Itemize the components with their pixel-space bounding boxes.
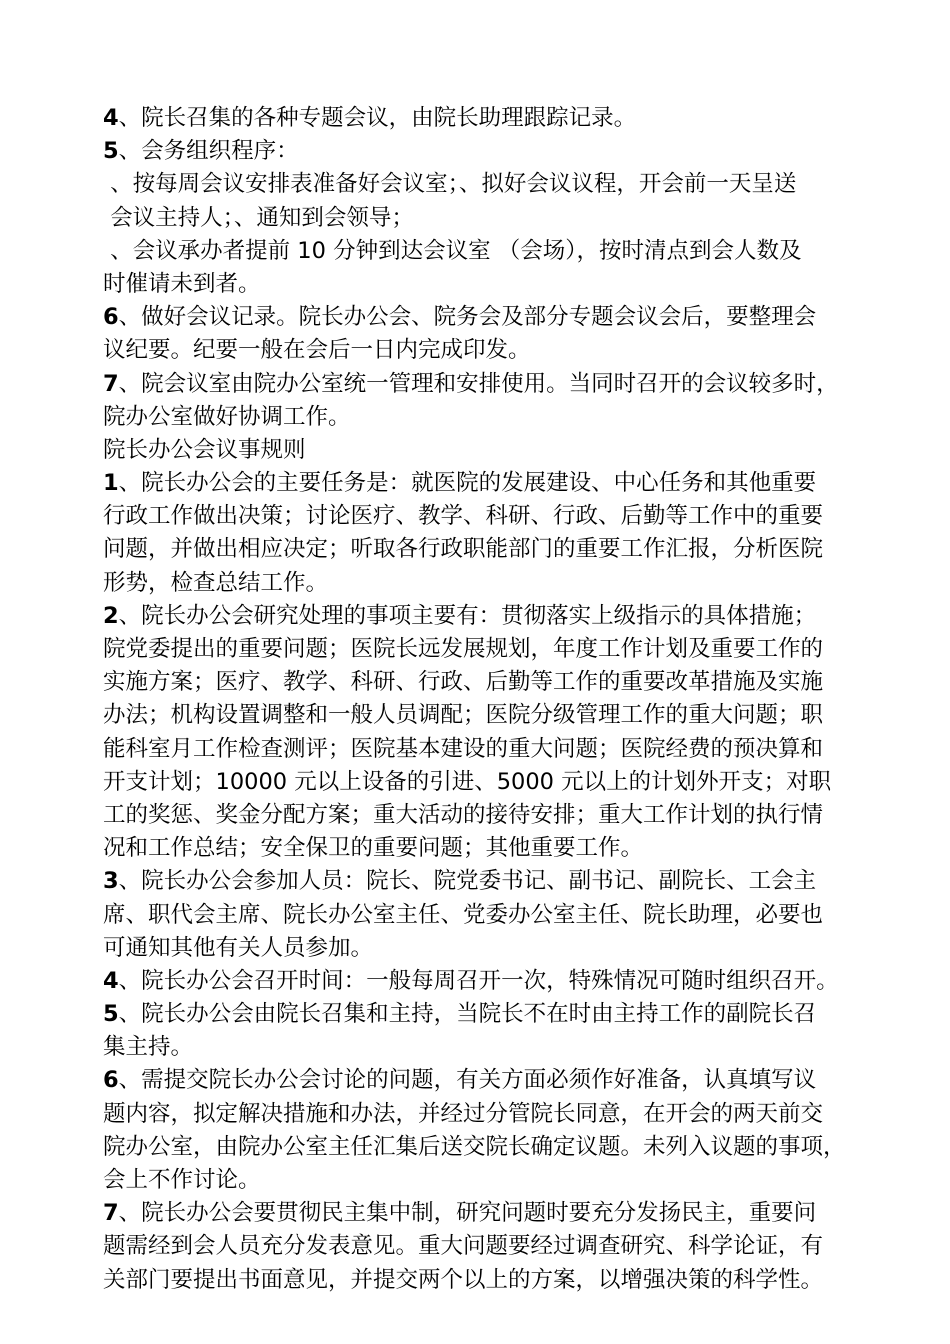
text-line [103,1031,863,1064]
item-number: 5 [103,138,119,165]
text-line [103,334,863,367]
text-line [103,733,863,766]
text-line [103,202,863,235]
item-number: 7 [103,370,119,397]
line-text: 题内容，拟定解决措施和办法，并经过分管院长同意，在开会的两天前交 [103,1100,824,1127]
line-text: 、会议承办者提前 10 分钟到达会议室 （会场），按时清点到会人数及 [103,237,802,264]
line-text: 议纪要。纪要一般在会后一日内完成印发。 [103,337,531,364]
text-line [103,1264,863,1297]
line-text: 、院长办公会参加人员：院长、院党委书记、副书记、副院长、工会主 [118,868,817,895]
text-line [103,699,863,732]
text-line [103,467,863,500]
text-line [103,168,863,201]
line-text: 会上不作讨论。 [103,1167,261,1193]
text-line [103,135,863,168]
text-line [103,832,863,865]
text-line [103,533,863,566]
item-number: 3 [103,868,119,895]
line-text: 时催请未到者。 [103,270,261,297]
text-line [103,401,863,434]
item-number: 4 [103,105,119,131]
item-number: 6 [103,1067,119,1094]
line-text: 集主持。 [103,1034,194,1061]
line-text: 院办公室做好协调工作。 [103,403,351,430]
line-text: 、按每周会议安排表准备好会议室；、拟好会议议程，开会前一天呈送 [103,171,797,198]
text-line [103,500,863,533]
item-number: 4 [103,967,119,994]
line-text: 院长办公会议事规则 [103,436,306,463]
text-line [103,799,863,832]
item-number: 5 [103,1001,119,1028]
line-text: 况和工作总结；安全保卫的重要问题；其他重要工作。 [103,835,644,862]
text-line [103,633,863,666]
line-text: 形势，检查总结工作。 [103,569,329,596]
document-page [103,102,863,1297]
text-line [103,1230,863,1263]
line-text: 院办公室，由院办公室主任汇集后送交院长确定议题。未列入议题的事项， [103,1133,846,1160]
line-text: 、做好会议记录。院长办公会、院务会及部分专题会议会后，要整理会 [118,304,817,331]
line-text: 、院长办公会研究处理的事项主要有：贯彻落实上级指示的具体措施； [118,602,817,629]
text-line [103,666,863,699]
text-line [103,865,863,898]
text-line [103,368,863,401]
line-text: 、院长召集的各种专题会议，由院长助理跟踪记录。 [118,105,637,131]
text-line [103,899,863,932]
text-line [103,1197,863,1230]
text-line [103,998,863,1031]
item-number: 7 [103,1200,119,1227]
text-line [103,965,863,998]
line-text: 可通知其他有关人员参加。 [103,934,374,961]
line-text: 开支计划；10000 元以上设备的引进、5000 元以上的计划外开支；对职 [103,768,832,795]
line-text: 院党委提出的重要问题；医院长远发展规划，年度工作计划及重要工作的 [103,636,824,662]
text-line [103,932,863,965]
text-line [103,766,863,799]
line-text: 行政工作做出决策；讨论医疗、教学、科研、行政、后勤等工作中的重要 [103,503,824,530]
text-line [103,567,863,600]
line-text: 、院长办公会召开时间：一般每周召开一次，特殊情况可随时组织召开。 [118,967,839,994]
line-text: 、院长办公会要贯彻民主集中制，研究问题时要充分发扬民主，重要问 [118,1200,817,1227]
item-number: 2 [103,602,119,629]
line-text: 、需提交院长办公会讨论的问题，有关方面必须作好准备，认真填写议 [118,1067,817,1094]
text-line [103,1064,863,1097]
line-text: 、院长办公会的主要任务是：就医院的发展建设、中心任务和其他重要 [118,470,817,497]
text-line [103,235,863,268]
line-text: 实施方案；医疗、教学、科研、行政、后勤等工作的重要改革措施及实施 [103,669,824,696]
line-text: 、院长办公会由院长召集和主持，当院长不在时由主持工作的副院长召 [118,1001,817,1028]
text-line [103,1131,863,1164]
text-line [103,102,863,135]
line-text: 工的奖惩、奖金分配方案；重大活动的接待安排；重大工作计划的执行情 [103,801,824,828]
text-line [103,1164,863,1197]
line-text: 题需经到会人员充分发表意见。重大问题要经过调查研究、科学论证，有 [103,1233,824,1260]
line-text: 、会务组织程序： [118,138,299,165]
line-text: 会议主持人；、通知到会领导； [103,204,414,231]
text-line [103,434,863,467]
item-number: 1 [103,470,119,497]
line-text: 、院会议室由院办公室统一管理和安排使用。当同时召开的会议较多时， [118,370,839,397]
line-text: 办法；机构设置调整和一般人员调配；医院分级管理工作的重大问题；职 [103,702,824,729]
line-text: 关部门要提出书面意见，并提交两个以上的方案，以增强决策的科学性。 [103,1266,824,1293]
text-line [103,600,863,633]
line-text: 能科室月工作检查测评；医院基本建设的重大问题；医院经费的预决算和 [103,735,824,762]
line-text: 席、职代会主席、院长办公室主任、党委办公室主任、院长助理，必要也 [103,901,824,928]
text-line [103,268,863,301]
line-text: 问题，并做出相应决定；听取各行政职能部门的重要工作汇报，分析医院 [103,536,824,563]
item-number: 6 [103,304,119,331]
text-line [103,301,863,334]
text-line [103,1098,863,1131]
